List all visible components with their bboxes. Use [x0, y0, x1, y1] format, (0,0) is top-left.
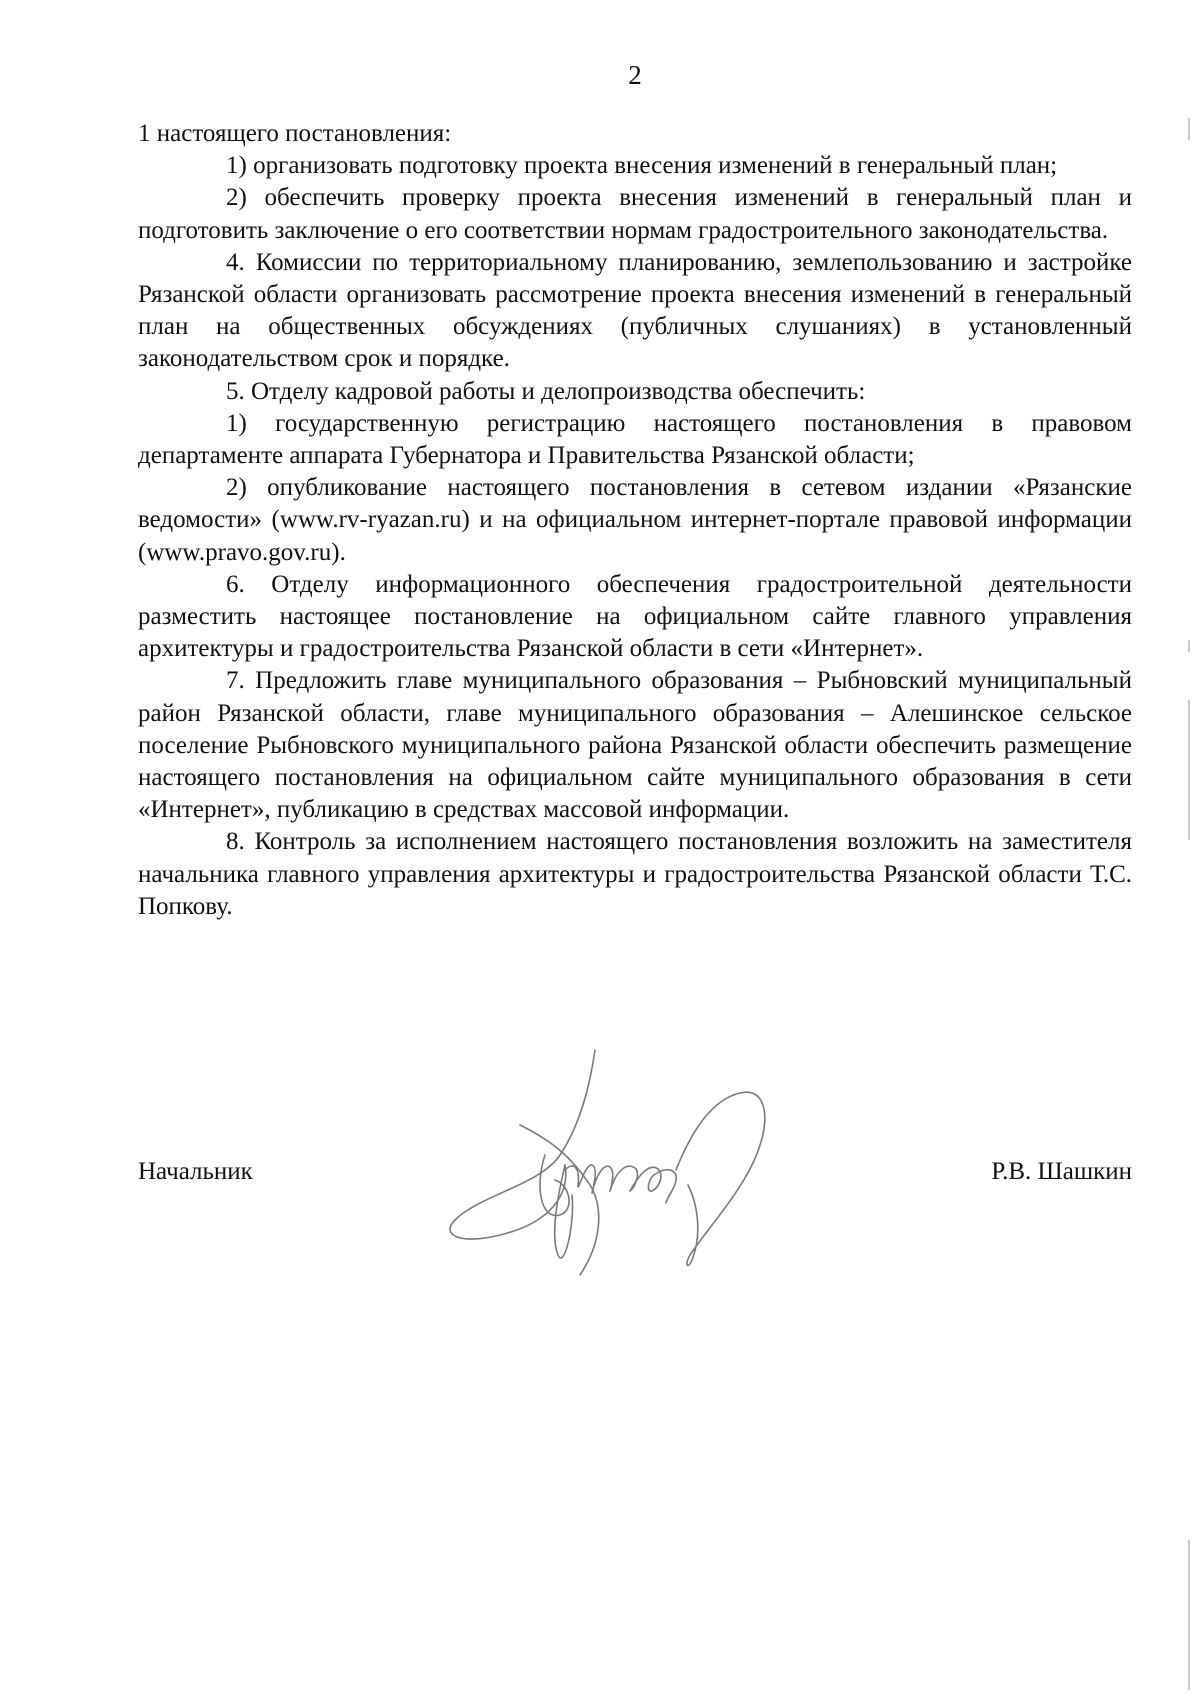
scan-edge-mark: [1188, 640, 1190, 652]
page-number: 2: [628, 60, 642, 90]
signatory-title: Начальник: [138, 1158, 253, 1185]
paragraph-item-3-1: 1) организовать подготовку проекта внесения изменений в генеральный план;: [226, 152, 1058, 180]
paragraph-item-5-2: 2) опубликование настоящего постановления в сетевом издании «Рязанские ведомости» (www.rv-ryazan.ru) и на официальном интернет-портале правовой информации (www.pravo.gov.ru).: [138, 474, 1132, 566]
paragraph-point-8: 8. Контроль за исполнением настоящего постановления возложить на заместителя начальника главного управления архитектуры и градостроительства Рязанской области Т.С. Попкову.: [138, 828, 1132, 920]
paragraph-point-6: 6. Отделу информационного обеспечения градостроительной деятельности разместить настоящее постановление на официальном сайте главного управления архитектуры и градостроительства Рязанской области в сети «Интернет».: [138, 570, 1132, 663]
paragraph-point-4: 4. Комиссии по территориальному планированию, землепользованию и застройке Рязанской области организовать рассмотрение проекта внесения изменений в генеральный план на общественных обсуждениях (публичных слушаниях) в установленный законодательством срок и порядке.: [138, 248, 1132, 373]
signatory-name: Р.В. Шашкин: [991, 1158, 1132, 1185]
paragraph-point-5: 5. Отделу кадровой работы и делопроизводства обеспечить:: [226, 377, 866, 405]
document-body: [138, 118, 1132, 923]
paragraph-point-7: 7. Предложить главе муниципального образования – Рыбновский муниципальный район Рязанской области, главе муниципального образования – Алешинское сельское поселение Рыбновского муниципального района Рязанской области обеспечить размещение настоящего постановления на официальном сайте муниципального образования в сети «Интернет», публикацию в средствах массовой информации.: [138, 667, 1132, 824]
paragraph-item-3-2: 2) обеспечить проверку проекта внесения изменений в генеральный план и подготовить заключение о его соответствии нормам градостроительного законодательства.: [138, 184, 1132, 244]
scan-edge-mark: [1188, 118, 1190, 140]
scan-edge-mark: [1188, 1540, 1190, 1690]
paragraph-continuation: 1 настоящего постановления:: [138, 120, 452, 147]
paragraph-item-5-1: 1) государственную регистрацию настоящего постановления в правовом департаменте аппарата Губернатора и Правительства Рязанской области;: [138, 409, 1132, 470]
scan-edge-mark: [1188, 700, 1190, 840]
handwritten-signature: [440, 1045, 780, 1295]
